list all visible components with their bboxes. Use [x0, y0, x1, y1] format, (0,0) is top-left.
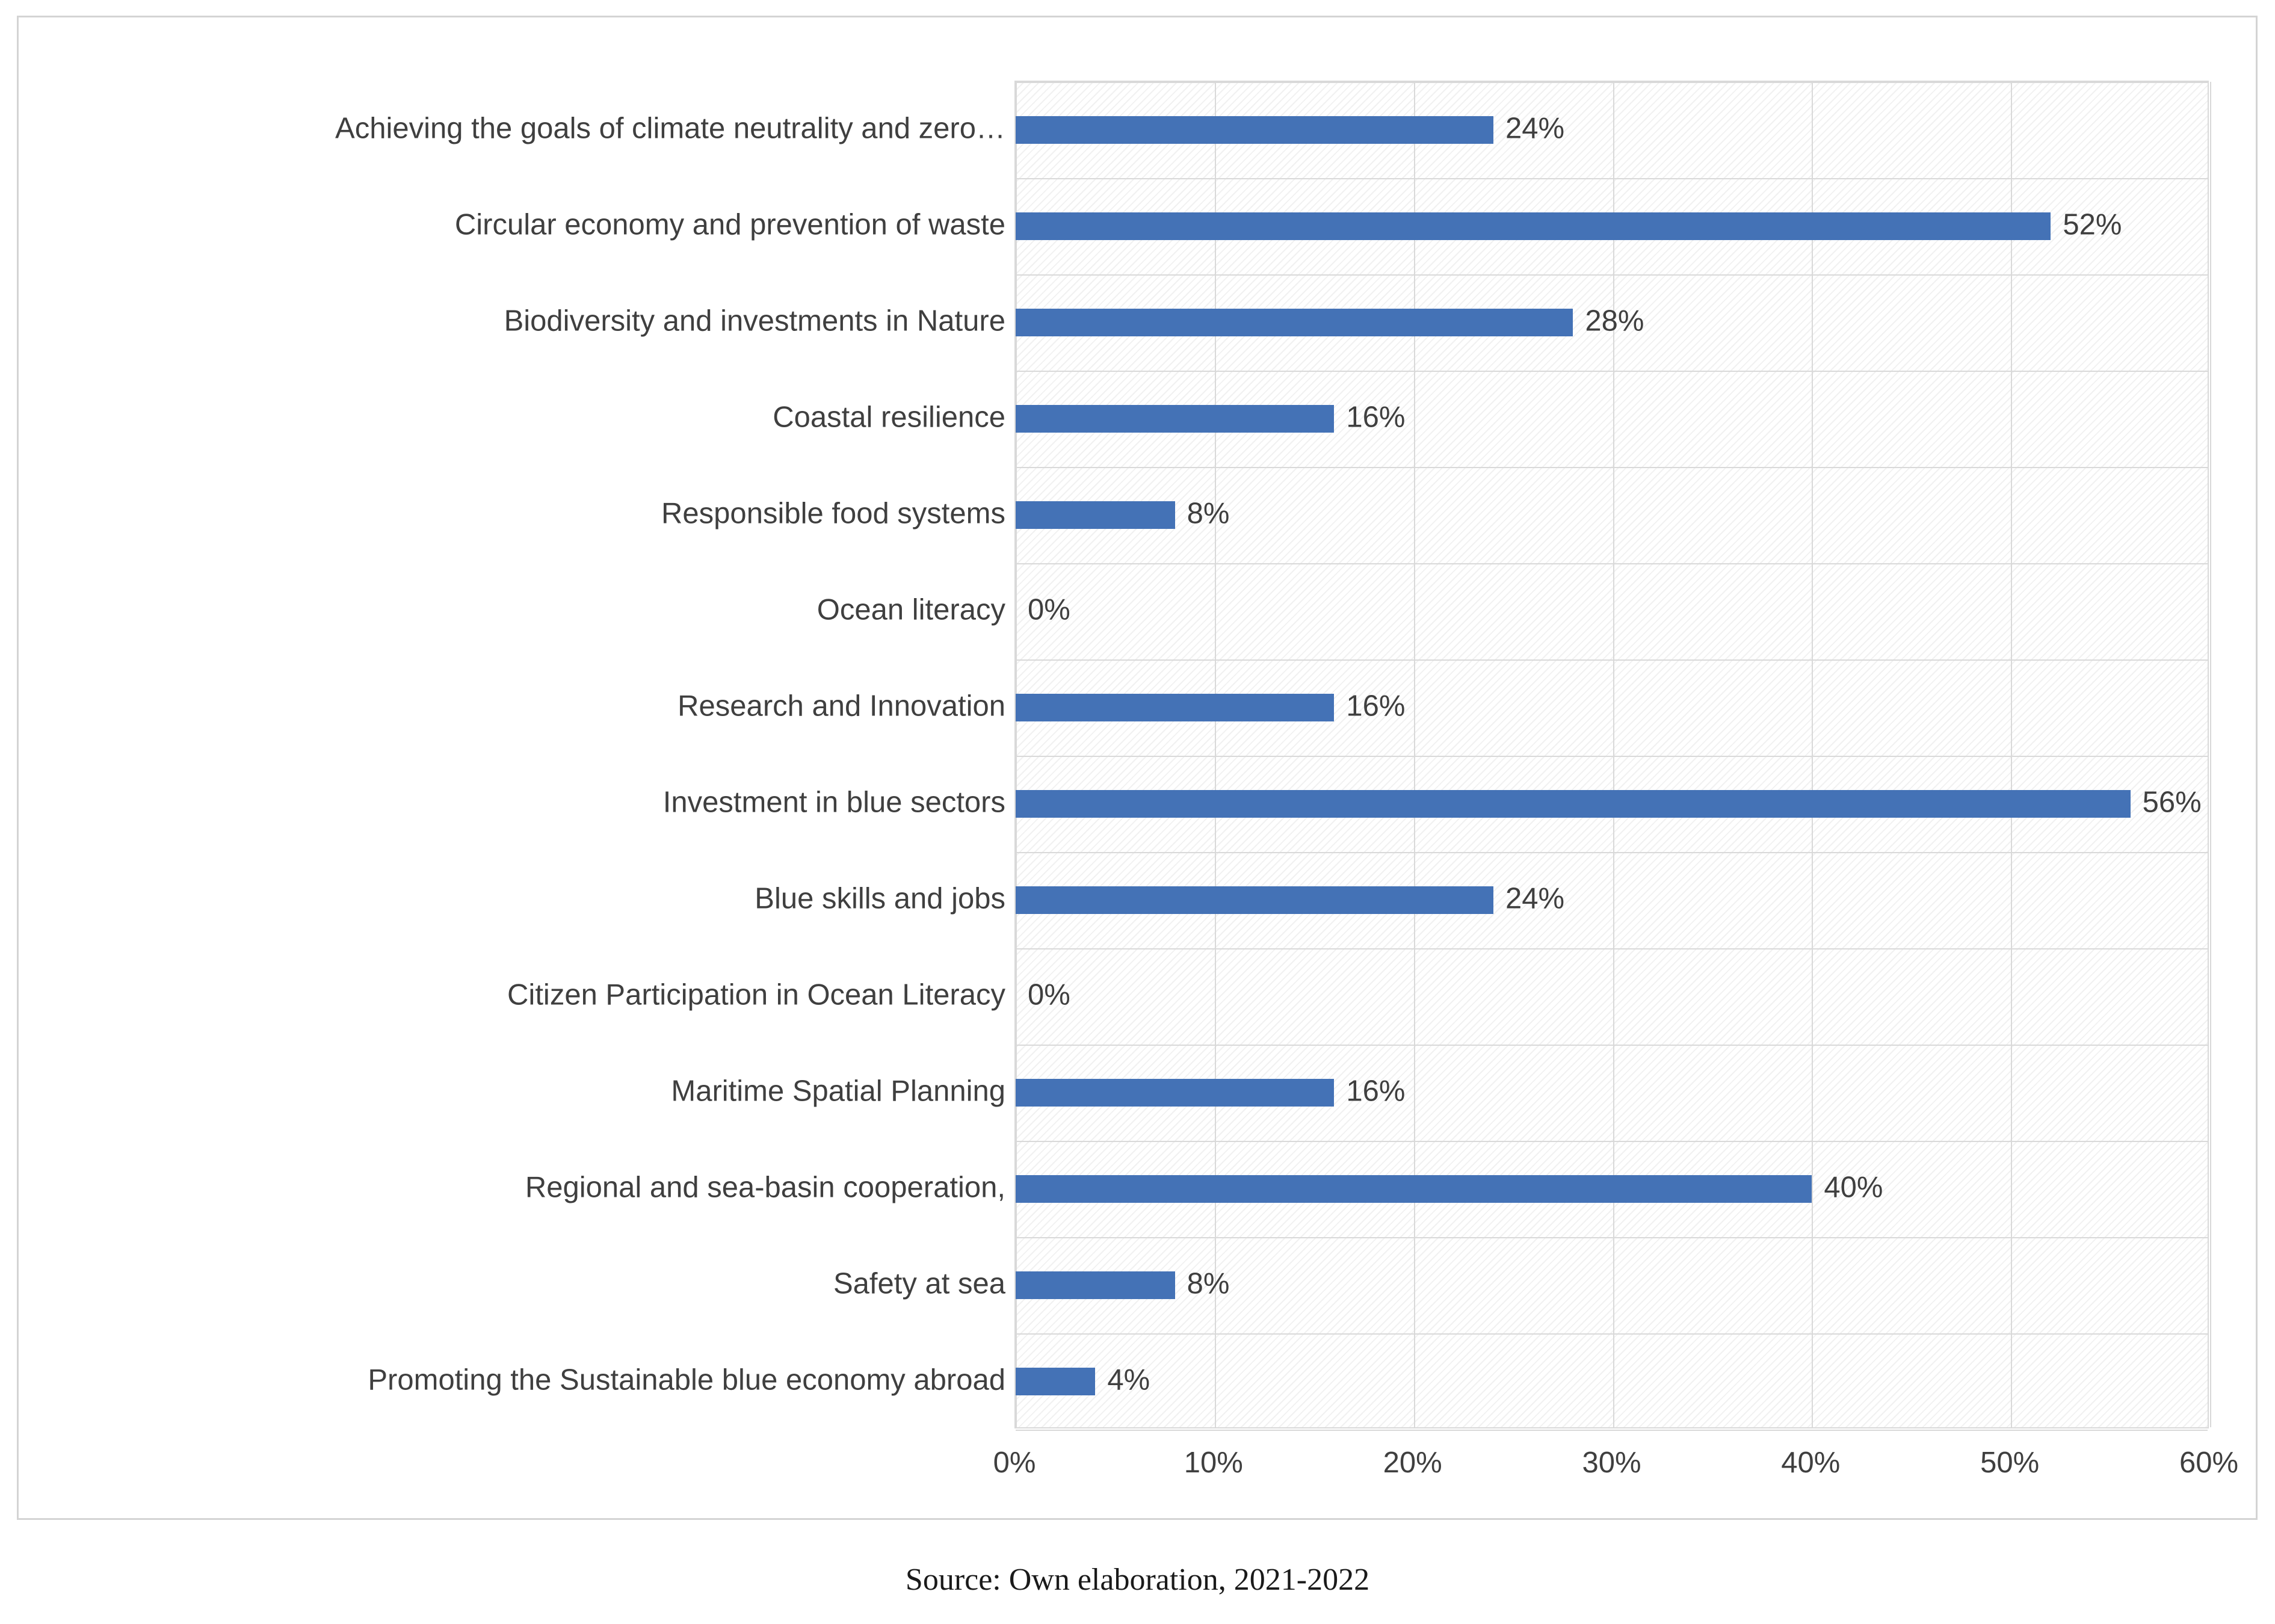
- x-tick-label: 0%: [993, 1446, 1036, 1479]
- chart-frame: [17, 16, 2258, 1520]
- bar-value-label: 8%: [1187, 497, 1230, 530]
- horizontal-gridline: [1016, 1430, 2208, 1431]
- x-tick-label: 60%: [2179, 1446, 2239, 1479]
- vertical-gridline: [1016, 82, 1017, 1427]
- horizontal-gridline: [1016, 1237, 2208, 1238]
- bar: [1016, 501, 1175, 529]
- bar: [1016, 1079, 1334, 1107]
- bar: [1016, 886, 1493, 914]
- x-tick-label: 10%: [1184, 1446, 1243, 1479]
- bar-value-label: 40%: [1824, 1171, 1883, 1204]
- bar-value-label: 24%: [1505, 112, 1565, 145]
- category-label: Regional and sea-basin cooperation,: [525, 1171, 1005, 1204]
- category-label: Blue skills and jobs: [755, 882, 1005, 915]
- x-tick-label: 20%: [1383, 1446, 1442, 1479]
- bar-value-label: 16%: [1346, 690, 1406, 723]
- horizontal-gridline: [1016, 178, 2208, 179]
- bar: [1016, 405, 1334, 433]
- vertical-gridline: [1613, 82, 1614, 1427]
- horizontal-gridline: [1016, 371, 2208, 372]
- bar-value-label: 16%: [1346, 1075, 1406, 1108]
- vertical-gridline: [2210, 82, 2211, 1427]
- category-label: Biodiversity and investments in Nature: [504, 304, 1005, 338]
- bar: [1016, 1175, 1812, 1203]
- horizontal-gridline: [1016, 82, 2208, 83]
- vertical-gridline: [1414, 82, 1415, 1427]
- category-label: Research and Innovation: [678, 690, 1005, 723]
- horizontal-gridline: [1016, 1141, 2208, 1142]
- category-axis-labels: [43, 81, 1005, 1428]
- bar-value-label: 28%: [1585, 304, 1644, 338]
- horizontal-gridline: [1016, 948, 2208, 949]
- bar: [1016, 790, 2131, 818]
- bar-value-label: 52%: [2063, 208, 2122, 241]
- category-label: Maritime Spatial Planning: [671, 1075, 1005, 1108]
- category-label: Ocean literacy: [816, 593, 1005, 626]
- horizontal-gridline: [1016, 852, 2208, 853]
- horizontal-gridline: [1016, 1045, 2208, 1046]
- category-label: Investment in blue sectors: [662, 786, 1005, 819]
- bar: [1016, 1271, 1175, 1299]
- category-label: Citizen Participation in Ocean Literacy: [507, 978, 1005, 1011]
- category-label: Coastal resilience: [773, 401, 1005, 434]
- bar-value-label: 8%: [1187, 1267, 1230, 1300]
- horizontal-gridline: [1016, 1333, 2208, 1335]
- x-tick-label: 50%: [1980, 1446, 2040, 1479]
- bar-value-label: 0%: [1028, 978, 1070, 1011]
- bar: [1016, 212, 2051, 240]
- source-caption: Source: Own elaboration, 2021-2022: [905, 1563, 1370, 1597]
- plot-area: [1014, 81, 2209, 1428]
- horizontal-gridline: [1016, 756, 2208, 757]
- plot-background-hatch: [1016, 82, 2208, 1427]
- category-label: Promoting the Sustainable blue economy abroad: [368, 1363, 1005, 1397]
- horizontal-gridline: [1016, 563, 2208, 564]
- vertical-gridline: [2011, 82, 2012, 1427]
- bar: [1016, 1368, 1095, 1395]
- bar-value-label: 56%: [2142, 786, 2202, 819]
- category-label: Achieving the goals of climate neutrality and zero…: [335, 112, 1005, 145]
- bar-value-label: 24%: [1505, 882, 1565, 915]
- bar: [1016, 116, 1493, 144]
- category-label: Safety at sea: [833, 1267, 1005, 1300]
- bar: [1016, 309, 1573, 336]
- bar-value-label: 0%: [1028, 593, 1070, 626]
- x-tick-label: 30%: [1582, 1446, 1641, 1479]
- vertical-gridline: [1215, 82, 1216, 1427]
- bar-value-label: 16%: [1346, 401, 1406, 434]
- category-label: Circular economy and prevention of waste: [454, 208, 1005, 241]
- chart-inner: [19, 17, 2256, 1518]
- x-tick-label: 40%: [1781, 1446, 1841, 1479]
- horizontal-gridline: [1016, 659, 2208, 661]
- bar: [1016, 694, 1334, 721]
- category-label: Responsible food systems: [661, 497, 1005, 530]
- bar-value-label: 4%: [1107, 1363, 1150, 1397]
- vertical-gridline: [1812, 82, 1813, 1427]
- horizontal-gridline: [1016, 274, 2208, 276]
- horizontal-gridline: [1016, 467, 2208, 468]
